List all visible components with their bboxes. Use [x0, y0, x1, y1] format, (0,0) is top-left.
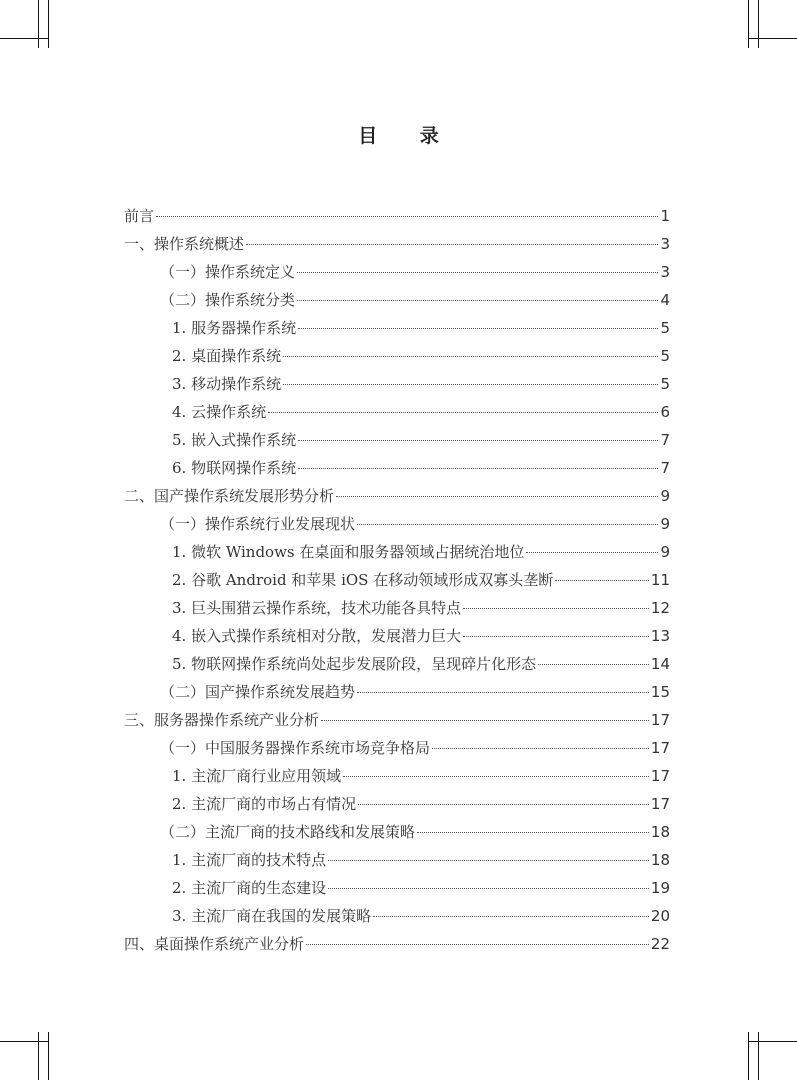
toc-entry-title: 1. 主流厂商行业应用领域 — [172, 767, 342, 785]
toc-entry-title: 一、操作系统概述 — [124, 235, 245, 253]
toc-dot-leader — [357, 691, 649, 693]
toc-page-number: 9 — [660, 487, 670, 505]
toc-page-number: 22 — [650, 935, 670, 953]
toc-dot-leader — [268, 411, 658, 413]
toc-dot-leader — [328, 859, 649, 861]
toc-page-number: 9 — [660, 515, 670, 533]
toc-dot-leader — [463, 635, 649, 637]
toc-page-number: 7 — [660, 431, 670, 449]
toc-page-number: 3 — [660, 263, 670, 281]
toc-dot-leader — [298, 439, 658, 441]
toc-entry[interactable] — [124, 818, 670, 846]
toc-entry-title: 三、服务器操作系统产业分析 — [124, 711, 320, 729]
crop-mark — [748, 1032, 749, 1080]
toc-page-number: 15 — [650, 683, 670, 701]
toc-entry-title: 6. 物联网操作系统 — [172, 459, 297, 477]
toc-page-number: 12 — [650, 599, 670, 617]
toc-page-number: 14 — [650, 655, 670, 673]
toc-page-number: 19 — [650, 879, 670, 897]
toc-entry-title: 1. 主流厂商的技术特点 — [172, 851, 327, 869]
toc-entry[interactable] — [124, 622, 670, 650]
toc-dot-leader — [336, 495, 658, 497]
toc-entry[interactable] — [124, 762, 670, 790]
toc-entry[interactable] — [124, 790, 670, 818]
toc-dot-leader — [283, 383, 658, 385]
crop-mark — [38, 1032, 39, 1080]
toc-entry[interactable] — [124, 230, 670, 258]
crop-mark — [749, 1041, 797, 1042]
toc-entry-title: 1. 微软 Windows 在桌面和服务器领域占据统治地位 — [172, 543, 525, 561]
toc-dot-leader — [357, 523, 658, 525]
toc-dot-leader — [246, 243, 658, 245]
toc-entry-title: （一）操作系统行业发展现状 — [160, 515, 356, 533]
toc-entry-title: 二、国产操作系统发展形势分析 — [124, 487, 335, 505]
crop-mark — [38, 0, 39, 48]
toc-dot-leader — [538, 663, 649, 665]
toc-entry-title: 四、桌面操作系统产业分析 — [124, 935, 305, 953]
toc-entry[interactable] — [124, 874, 670, 902]
toc-dot-leader — [321, 719, 649, 721]
toc-dot-leader — [526, 551, 658, 553]
toc-dot-leader — [555, 579, 649, 581]
toc-entry[interactable] — [124, 650, 670, 678]
toc-entry[interactable] — [124, 482, 670, 510]
toc-dot-leader — [343, 775, 649, 777]
toc-entry-title: 2. 桌面操作系统 — [172, 347, 282, 365]
toc-dot-leader — [156, 215, 658, 217]
crop-mark — [0, 1041, 48, 1042]
toc-entry-title: 5. 物联网操作系统尚处起步发展阶段，呈现碎片化形态 — [172, 655, 537, 673]
toc-entry[interactable] — [124, 426, 670, 454]
toc-page-number: 5 — [660, 319, 670, 337]
toc-entry[interactable] — [124, 398, 670, 426]
toc-page-number: 13 — [650, 627, 670, 645]
toc-entry-title: 2. 主流厂商的市场占有情况 — [172, 795, 357, 813]
toc-page-number: 3 — [660, 235, 670, 253]
toc-entry[interactable] — [124, 202, 670, 230]
toc-entry[interactable] — [124, 678, 670, 706]
toc-page-number: 9 — [660, 543, 670, 561]
crop-mark — [748, 0, 749, 48]
toc-entry-title: （二）主流厂商的技术路线和发展策略 — [160, 823, 416, 841]
crop-mark — [48, 1032, 49, 1080]
toc-page-number: 17 — [650, 795, 670, 813]
crop-mark — [758, 0, 759, 48]
crop-mark — [48, 0, 49, 48]
toc-page-number: 17 — [650, 767, 670, 785]
toc-entry-title: 5. 嵌入式操作系统 — [172, 431, 297, 449]
toc-entry[interactable] — [124, 566, 670, 594]
toc-entry[interactable] — [124, 370, 670, 398]
toc-entry[interactable] — [124, 846, 670, 874]
toc-entry-title: 3. 巨头围猎云操作系统，技术功能各具特点 — [172, 599, 462, 617]
toc-entry[interactable] — [124, 902, 670, 930]
toc-entry-title: （一）中国服务器操作系统市场竞争格局 — [160, 739, 431, 757]
toc-entry-title: 前言 — [124, 207, 155, 225]
toc-dot-leader — [298, 327, 658, 329]
crop-mark — [749, 38, 797, 39]
toc-page-number: 17 — [650, 739, 670, 757]
crop-mark — [0, 38, 48, 39]
toc-page-number: 18 — [650, 851, 670, 869]
toc-dot-leader — [417, 831, 649, 833]
toc-entry[interactable] — [124, 538, 670, 566]
toc-entry-title: 1. 服务器操作系统 — [172, 319, 297, 337]
toc-page-number: 1 — [660, 207, 670, 225]
toc-dot-leader — [306, 943, 649, 945]
toc-entry[interactable] — [124, 342, 670, 370]
toc-entry[interactable] — [124, 314, 670, 342]
toc-entry[interactable] — [124, 510, 670, 538]
toc-entry-title: （二）国产操作系统发展趋势 — [160, 683, 356, 701]
toc-dot-leader — [463, 607, 649, 609]
toc-dot-leader — [358, 803, 649, 805]
toc-dot-leader — [432, 747, 649, 749]
toc-dot-leader — [298, 467, 658, 469]
table-of-contents — [124, 202, 670, 958]
toc-entry[interactable] — [124, 258, 670, 286]
toc-entry-title: （二）操作系统分类 — [160, 291, 296, 309]
toc-entry-title: 3. 主流厂商在我国的发展策略 — [172, 907, 372, 925]
toc-entry-title: （一）操作系统定义 — [160, 263, 296, 281]
toc-page-number: 5 — [660, 375, 670, 393]
toc-dot-leader — [373, 915, 649, 917]
toc-page-number: 6 — [660, 403, 670, 421]
toc-entry[interactable] — [124, 930, 670, 958]
toc-page-number: 18 — [650, 823, 670, 841]
toc-page-number: 11 — [650, 571, 670, 589]
toc-page-number: 5 — [660, 347, 670, 365]
toc-entry[interactable] — [124, 594, 670, 622]
toc-dot-leader — [283, 355, 658, 357]
toc-entry-title: 2. 谷歌 Android 和苹果 iOS 在移动领域形成双寡头垄断 — [172, 571, 554, 589]
toc-dot-leader — [297, 271, 658, 273]
toc-entry-title: 3. 移动操作系统 — [172, 375, 282, 393]
toc-dot-leader — [328, 887, 649, 889]
crop-mark — [758, 1032, 759, 1080]
toc-dot-leader — [297, 299, 658, 301]
toc-page-number: 4 — [660, 291, 670, 309]
toc-page-number: 20 — [650, 907, 670, 925]
page-title: 目 录 — [358, 125, 457, 147]
toc-page-number: 7 — [660, 459, 670, 477]
toc-entry[interactable] — [124, 706, 670, 734]
toc-entry[interactable] — [124, 734, 670, 762]
toc-entry-title: 2. 主流厂商的生态建设 — [172, 879, 327, 897]
toc-entry[interactable] — [124, 454, 670, 482]
toc-entry[interactable] — [124, 286, 670, 314]
toc-entry-title: 4. 嵌入式操作系统相对分散，发展潜力巨大 — [172, 627, 462, 645]
toc-page-number: 17 — [650, 711, 670, 729]
toc-entry-title: 4. 云操作系统 — [172, 403, 267, 421]
